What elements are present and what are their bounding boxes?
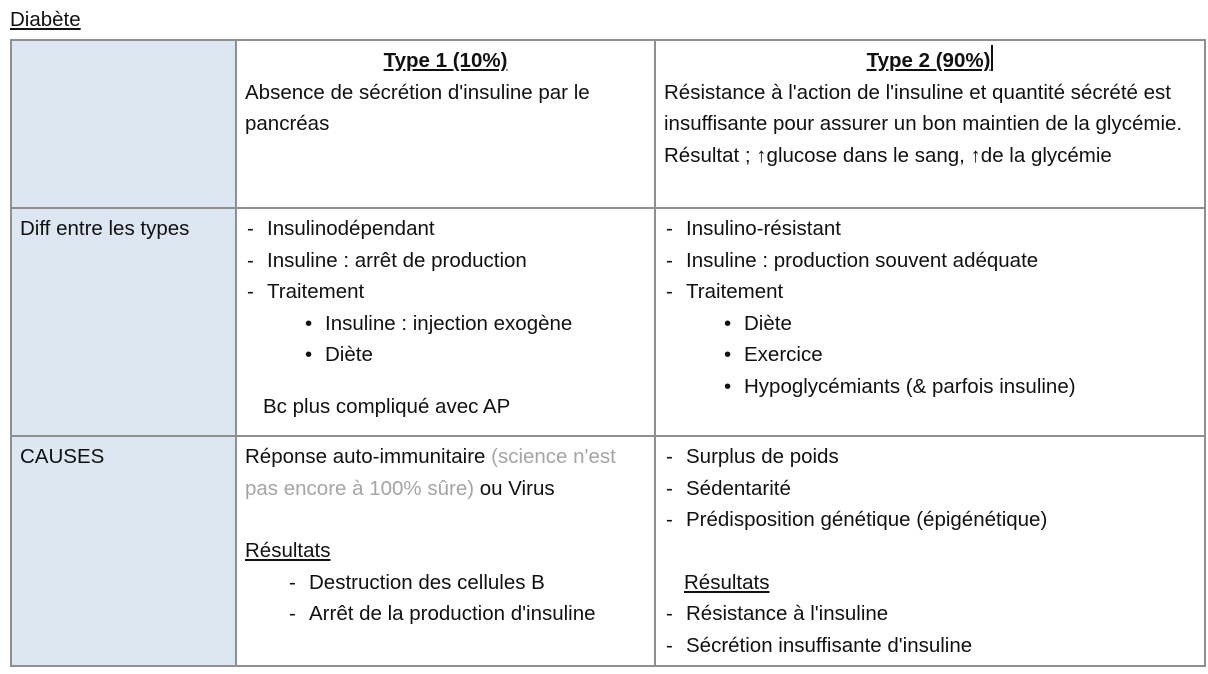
bullet-item: • Hypoglycémiants (& parfois insuline) — [664, 371, 1196, 403]
list-item: - Traitement — [245, 276, 646, 308]
diff-row — [11, 208, 1205, 436]
bullet-item: • Insuline : injection exogène — [245, 308, 646, 340]
list-item: - Sédentarité — [664, 473, 1196, 505]
list-item: - Insulino-résistant — [664, 213, 1196, 245]
bullet-item: • Exercice — [664, 339, 1196, 371]
bullet-item: • Diète — [245, 339, 646, 371]
type1-header-cell — [236, 40, 655, 208]
type1-cause-text — [245, 441, 646, 504]
diff-type2-cell — [655, 208, 1205, 436]
causes-row — [11, 436, 1205, 666]
list-item: - Résistance à l'insuline — [664, 598, 1196, 630]
document-title: Diabète — [10, 8, 81, 31]
type2-header-cell — [655, 40, 1205, 208]
type1-results-heading: Résultats — [245, 539, 331, 562]
list-item: - Insuline : production souvent adéquate — [664, 245, 1196, 277]
diff-type1-cell — [236, 208, 655, 436]
type1-note: Bc plus compliqué avec AP — [263, 394, 511, 418]
text-cursor — [991, 45, 993, 71]
type1-title: Type 1 (10%) — [383, 49, 508, 72]
table-header-row — [11, 40, 1205, 208]
diff-row-label: Diff entre les types — [20, 217, 190, 240]
diff-label-cell — [11, 208, 236, 436]
causes-label-cell — [11, 436, 236, 666]
cause-text-muted: (science n'est pas encore à 100% sûre) — [245, 445, 616, 500]
list-item: - Surplus de poids — [664, 441, 1196, 473]
diabetes-comparison-table — [10, 39, 1206, 667]
causes-type1-cell — [236, 436, 655, 666]
list-item: - Prédisposition génétique (épigénétique) — [664, 504, 1196, 536]
type2-results-heading — [664, 567, 1196, 599]
list-item: - Insuline : arrêt de production — [245, 245, 646, 277]
cause-text-start: Réponse auto-immunitaire — [245, 445, 492, 468]
cause-text-end: ou Virus — [474, 476, 555, 500]
list-item: - Destruction des cellules B — [245, 567, 646, 599]
list-item: - Insulinodépendant — [245, 213, 646, 245]
header-label-cell — [11, 40, 236, 208]
bullet-item: • Diète — [664, 308, 1196, 340]
type2-title-wrap — [664, 45, 1196, 77]
list-item: - Traitement — [664, 276, 1196, 308]
type2-title: Type 2 (90%) — [866, 49, 991, 72]
type2-results-heading-text: Résultats — [684, 570, 770, 594]
list-item: - Arrêt de la production d'insuline — [245, 598, 646, 630]
list-item: - Sécrétion insuffisante d'insuline — [664, 630, 1196, 662]
causes-row-label: CAUSES — [20, 445, 105, 468]
causes-type2-cell — [655, 436, 1205, 666]
type2-description: Résistance à l'action de l'insuline et quantité sécrété est insuffisante pour assurer un bon maintien de la glycémie. Résultat ; ↑glucose dans le sang, ↑de la glycémie — [664, 80, 1183, 167]
type1-description: Absence de sécrétion d'insuline par le pancréas — [245, 80, 590, 135]
